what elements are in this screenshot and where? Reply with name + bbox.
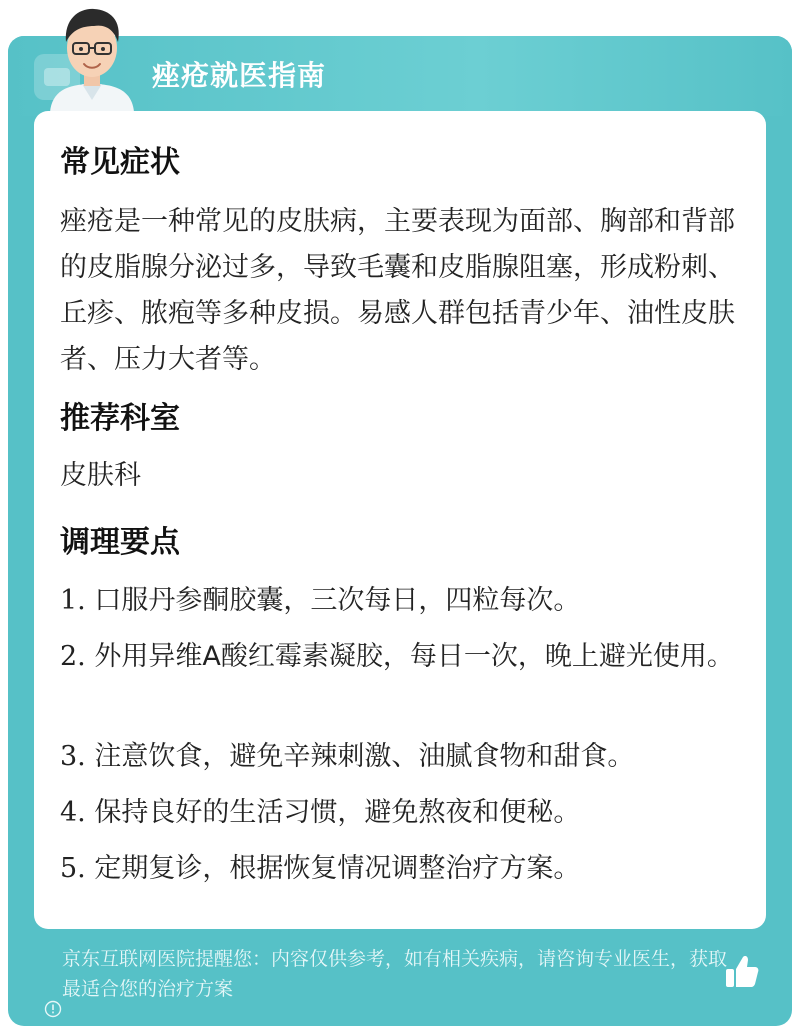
list-text: 口服丹参酮胶囊，三次每日，四粒每次。 — [94, 585, 581, 616]
list-item — [60, 579, 740, 623]
list-item — [60, 791, 740, 835]
list-text: 定期复诊，根据恢复情况调整治疗方案。 — [94, 853, 581, 884]
list-text: 注意饮食，避免辛辣刺激、油腻食物和甜食。 — [94, 741, 635, 772]
content-card — [34, 111, 766, 929]
list-number: 4. — [60, 797, 86, 828]
list-item — [60, 735, 740, 779]
list-item — [60, 635, 740, 679]
list-number: 1. — [60, 585, 86, 616]
list-number: 5. — [60, 853, 86, 884]
list-number: 2. — [60, 641, 86, 672]
department-text: 皮肤科 — [60, 460, 141, 491]
page-title: 痤疮就医指南 — [152, 59, 327, 92]
symptoms-text: 痤疮是一种常见的皮肤病，主要表现为面部、胸部和背部的皮脂腺分泌过多，导致毛囊和皮脂腺阻塞，形成粉刺、丘疹、脓疱等多种皮损。易感人群包括青少年、油性皮肤者、压力大者等。 — [60, 206, 735, 375]
doctor-avatar — [42, 0, 142, 112]
disclaimer-text: 京东互联网医院提醒您：内容仅供参考，如有相关疾病，请咨询专业医生，获取最适合您的治疗方案 — [62, 948, 728, 1000]
list-number: 3. — [60, 741, 86, 772]
section-title-care: 调理要点 — [60, 525, 180, 560]
list-text: 外用异维A酸红霉素凝胶，每日一次，晚上避光使用。 — [94, 641, 734, 672]
list-text: 保持良好的生活习惯，避免熬夜和便秘。 — [94, 797, 581, 828]
section-title-department: 推荐科室 — [60, 401, 180, 436]
info-icon — [44, 1000, 62, 1018]
section-title-symptoms: 常见症状 — [60, 145, 180, 180]
thumbs-up-icon[interactable] — [722, 952, 762, 992]
list-item — [60, 847, 740, 891]
